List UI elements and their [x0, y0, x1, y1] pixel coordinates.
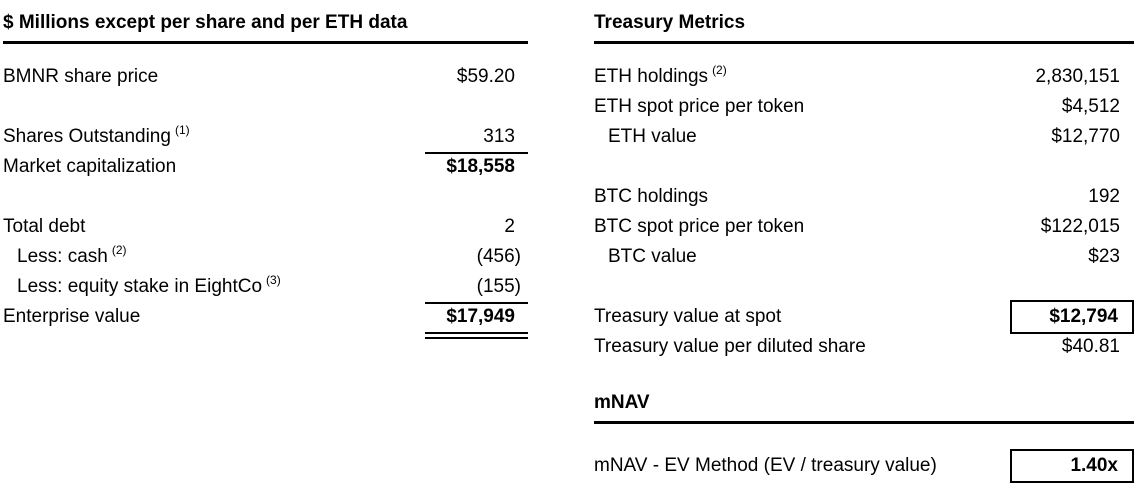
row-value-text: (155): [476, 276, 521, 297]
row-value: [1010, 242, 1134, 272]
row-label-text: ETH holdings: [594, 66, 709, 87]
row-label: [594, 122, 1010, 152]
footnote-reference: (3): [266, 273, 281, 287]
row-value: [1010, 212, 1134, 242]
table-row: [3, 62, 528, 92]
row-label: [594, 242, 1010, 272]
row-label: [3, 152, 425, 182]
row-value-text: $17,949: [446, 306, 515, 327]
row-label-text: ETH spot price per token: [594, 96, 805, 117]
table-row: [594, 212, 1134, 242]
row-label-text: Treasury value at spot: [594, 306, 782, 327]
row-label-text: Treasury value per diluted share: [594, 336, 866, 357]
row-label: [594, 92, 1010, 122]
row-label-text: BTC holdings: [594, 186, 709, 207]
spacer-row: [594, 152, 1134, 182]
table-row: [3, 272, 528, 302]
row-value-text: $18,558: [446, 156, 515, 177]
row-label: [3, 242, 425, 272]
row-value: [425, 152, 528, 182]
row-value-text: 2: [504, 216, 515, 237]
row-value-text: $4,512: [1061, 96, 1120, 117]
row-value: [425, 62, 528, 92]
row-value-text: $122,015: [1040, 216, 1120, 237]
table-row: [3, 152, 528, 182]
row-label-text: Total debt: [3, 216, 86, 237]
table-row: [3, 242, 528, 272]
spacer-row: [594, 272, 1134, 302]
table-row: [594, 302, 1134, 332]
footnote-reference: (1): [174, 123, 190, 137]
row-value-boxed: [1010, 300, 1134, 334]
table-row: [3, 302, 528, 332]
table-row: [3, 122, 528, 152]
row-value-text: 192: [1088, 186, 1120, 207]
row-value-text: $59.20: [456, 66, 515, 87]
spacer-row: [3, 182, 528, 212]
spacer-row: [3, 92, 528, 122]
row-label: [3, 272, 425, 302]
row-label: [3, 212, 425, 242]
row-label-text: Shares Outstanding: [3, 126, 171, 147]
capitalization-section: [3, 12, 528, 332]
row-value-text: $12,770: [1051, 126, 1120, 147]
row-value: [1010, 62, 1134, 92]
table-row: [594, 451, 1134, 481]
row-value-text: $40.81: [1061, 336, 1120, 357]
table-row: [3, 212, 528, 242]
row-label: [3, 302, 425, 332]
row-label: [594, 302, 1010, 332]
row-value: [1010, 92, 1134, 122]
row-label-text: BMNR share price: [3, 66, 159, 87]
row-label: [594, 182, 1010, 212]
table-row: [594, 62, 1134, 92]
row-label-text: ETH value: [608, 126, 697, 147]
row-value-text: 313: [483, 126, 515, 147]
footnote-reference: (2): [712, 63, 727, 77]
row-label: [3, 122, 425, 152]
row-value: [1010, 182, 1134, 212]
row-label-text: mNAV - EV Method (EV / treasury value): [594, 455, 937, 476]
table-row: [594, 332, 1134, 362]
row-label: [594, 62, 1010, 92]
row-label-text: Less: cash: [17, 246, 108, 267]
capitalization-rows: [3, 62, 528, 332]
row-value: [425, 122, 528, 154]
row-value: [1010, 332, 1134, 362]
row-value-text: $12,794: [1049, 306, 1118, 327]
row-value-text: 1.40x: [1070, 455, 1118, 476]
row-label: [594, 212, 1010, 242]
row-value: [425, 272, 528, 304]
row-value: [425, 302, 528, 339]
row-label-text: Market capitalization: [3, 156, 177, 177]
row-label-text: BTC value: [608, 246, 697, 267]
row-value-text: (456): [476, 246, 521, 267]
row-label-text: Less: equity stake in EightCo: [17, 276, 263, 297]
mnav-rows: [594, 451, 1134, 481]
table-row: [594, 242, 1134, 272]
row-label: [3, 62, 425, 92]
footnote-reference: (2): [111, 243, 127, 257]
capitalization-section-title: $ Millions except per share and per ETH data: [3, 12, 528, 44]
treasury-section-title: Treasury Metrics: [594, 12, 1134, 44]
row-value: [425, 242, 528, 272]
row-value: [425, 212, 528, 242]
row-value-text: $23: [1088, 246, 1120, 267]
treasury-rows: [594, 62, 1134, 362]
row-value-boxed: [1010, 449, 1134, 483]
table-row: [594, 92, 1134, 122]
row-label-text: Enterprise value: [3, 306, 141, 327]
mnav-section-title: mNAV: [594, 392, 1134, 424]
table-row: [594, 122, 1134, 152]
row-label-text: BTC spot price per token: [594, 216, 805, 237]
row-label: [594, 451, 1010, 481]
row-value-text: 2,830,151: [1035, 66, 1120, 87]
row-label: [594, 332, 1010, 362]
treasury-section: [594, 12, 1134, 481]
table-row: [594, 182, 1134, 212]
row-value: [1010, 122, 1134, 152]
